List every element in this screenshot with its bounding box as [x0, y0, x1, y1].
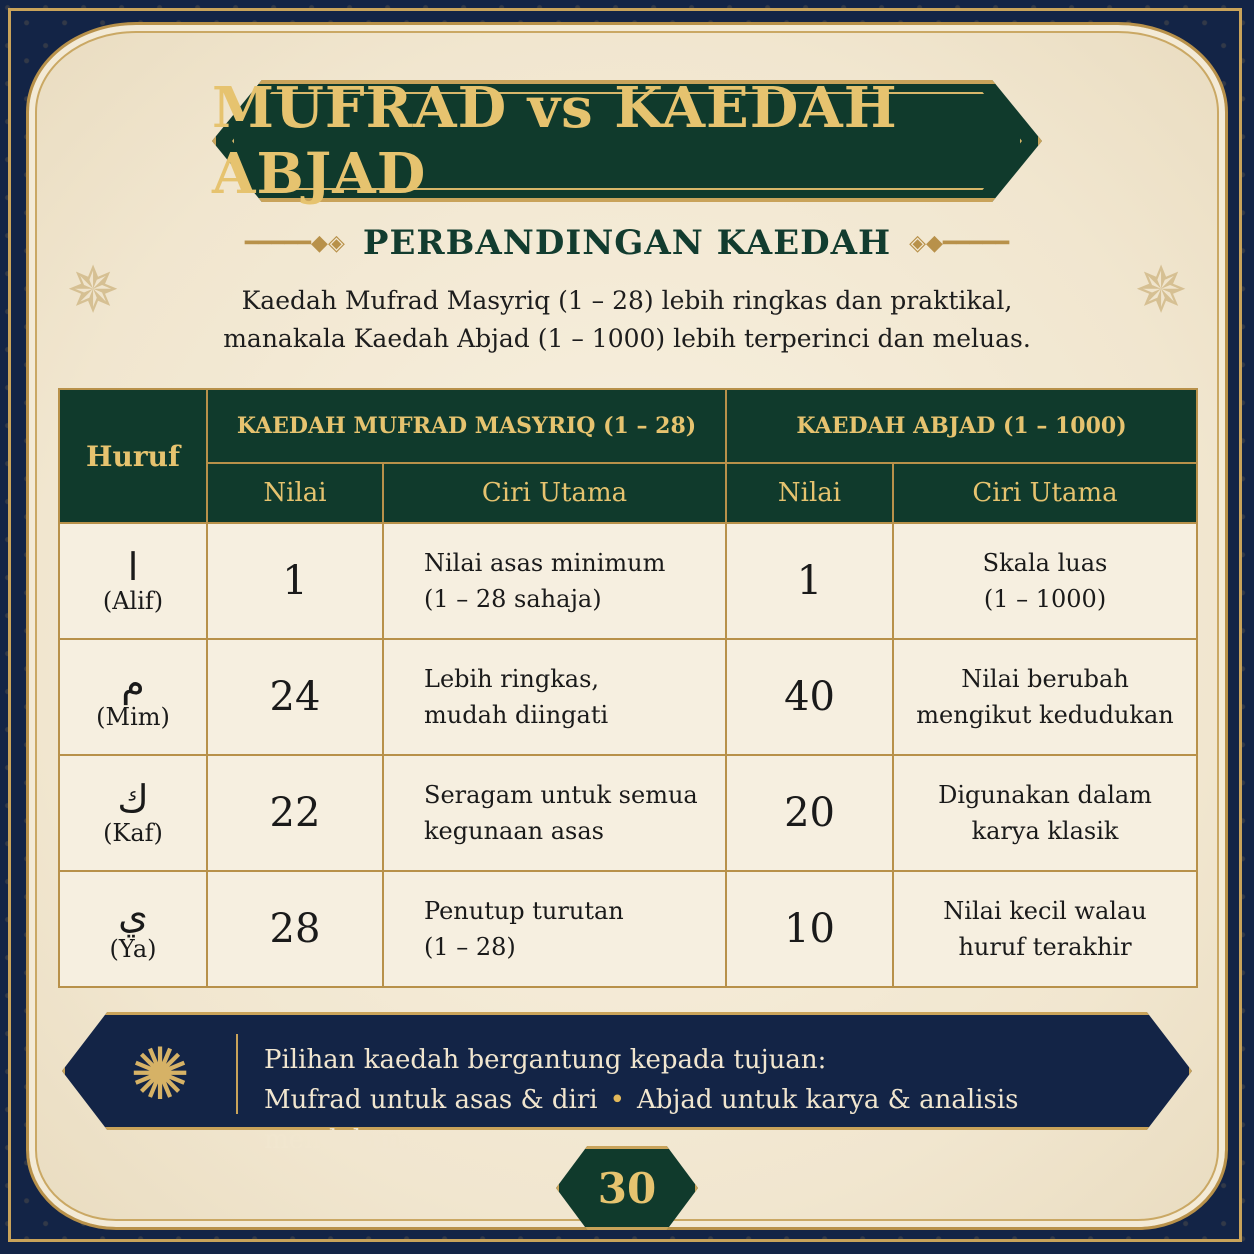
- mufrad-desc-line-2: kegunaan asas: [424, 817, 604, 845]
- intro-line-1: Kaedah Mufrad Masyriq (1 – 28) lebih ringkas dan praktikal,: [241, 286, 1013, 315]
- mufrad-desc-line-1: Nilai asas minimum: [424, 549, 666, 577]
- subtitle: PERBANDINGAN KAEDAH: [362, 223, 892, 263]
- abjad-desc-line-1: Nilai kecil walau: [943, 897, 1147, 925]
- comparison-table: [58, 388, 1198, 988]
- letter-cell: [59, 523, 207, 639]
- footer-abjad-note: Abjad untuk karya & analisis mendalam.: [264, 1085, 1019, 1155]
- abjad-value: 40: [726, 639, 893, 755]
- abjad-value: 10: [726, 871, 893, 987]
- footer-mufrad-note: Mufrad untuk asas & diri: [264, 1085, 598, 1115]
- star-ornament-icon: ✵: [1134, 254, 1188, 328]
- abjad-nilai-header: Nilai: [726, 463, 893, 523]
- abjad-description: [893, 639, 1197, 755]
- mandala-icon: ✺: [129, 1032, 191, 1116]
- mufrad-desc-line-2: mudah diingati: [424, 701, 609, 729]
- right-ornament-icon: ◈◆━━━━━: [909, 230, 1010, 256]
- letter-name: (Mim): [96, 703, 170, 731]
- mufrad-desc-line-1: Penutup turutan: [424, 897, 624, 925]
- left-ornament-icon: ━━━━━◆◈: [244, 230, 345, 256]
- abjad-ciri-header: Ciri Utama: [893, 463, 1197, 523]
- mufrad-value: 24: [207, 639, 383, 755]
- table-row: [59, 755, 1197, 871]
- table-row: [59, 639, 1197, 755]
- mufrad-group-header: KAEDAH MUFRAD MASYRIQ (1 – 28): [207, 389, 726, 463]
- footer-divider: [236, 1034, 238, 1114]
- abjad-desc-line-1: Skala luas: [982, 549, 1108, 577]
- bullet-dot-icon: •: [609, 1085, 625, 1115]
- page-number: 30: [597, 1163, 657, 1213]
- letter-name: (Ya): [109, 935, 157, 963]
- abjad-desc-line-2: karya klasik: [971, 817, 1119, 845]
- mufrad-nilai-header: Nilai: [207, 463, 383, 523]
- mufrad-description: [383, 871, 726, 987]
- mufrad-desc-line-1: Lebih ringkas,: [424, 665, 600, 693]
- arabic-letter: م: [121, 661, 145, 705]
- star-ornament-icon: ✵: [66, 254, 120, 328]
- mufrad-desc-line-2: (1 – 28 sahaja): [424, 585, 602, 613]
- abjad-description: [893, 523, 1197, 639]
- arabic-letter: ا: [127, 545, 139, 589]
- footer-line-1: Pilihan kaedah bergantung kepada tujuan:: [264, 1045, 827, 1075]
- abjad-description: [893, 755, 1197, 871]
- table-row: [59, 523, 1197, 639]
- abjad-group-header: KAEDAH ABJAD (1 – 1000): [726, 389, 1197, 463]
- letter-name: (Alif): [102, 587, 164, 615]
- abjad-desc-line-2: (1 – 1000): [983, 585, 1107, 613]
- footer-text: [264, 1040, 1164, 1160]
- abjad-desc-line-1: Digunakan dalam: [938, 781, 1152, 809]
- table-row: [59, 871, 1197, 987]
- letter-cell: [59, 755, 207, 871]
- abjad-value: 1: [726, 523, 893, 639]
- mufrad-desc-line-2: (1 – 28): [424, 933, 516, 961]
- abjad-desc-line-2: mengikut kedudukan: [916, 701, 1174, 729]
- letter-cell: [59, 639, 207, 755]
- mufrad-value: 22: [207, 755, 383, 871]
- arabic-letter: ك: [117, 777, 149, 821]
- intro-text: [150, 282, 1104, 358]
- intro-line-2: manakala Kaedah Abjad (1 – 1000) lebih terperinci dan meluas.: [223, 324, 1031, 353]
- abjad-description: [893, 871, 1197, 987]
- mufrad-value: 1: [207, 523, 383, 639]
- mufrad-value: 28: [207, 871, 383, 987]
- abjad-value: 20: [726, 755, 893, 871]
- page-title: MUFRAD vs KAEDAH ABJAD: [212, 75, 898, 207]
- subtitle-row: [240, 218, 1014, 268]
- letter-cell: [59, 871, 207, 987]
- mufrad-description: [383, 755, 726, 871]
- arabic-letter: ي: [118, 893, 148, 937]
- abjad-desc-line-1: Nilai berubah: [961, 665, 1129, 693]
- mufrad-description: [383, 639, 726, 755]
- footer-line-2: [264, 1080, 1164, 1160]
- abjad-desc-line-2: huruf terakhir: [958, 933, 1132, 961]
- huruf-header: Huruf: [59, 389, 207, 523]
- letter-name: (Kaf): [103, 819, 163, 847]
- mufrad-description: [383, 523, 726, 639]
- mufrad-ciri-header: Ciri Utama: [383, 463, 726, 523]
- mufrad-desc-line-1: Seragam untuk semua: [424, 781, 698, 809]
